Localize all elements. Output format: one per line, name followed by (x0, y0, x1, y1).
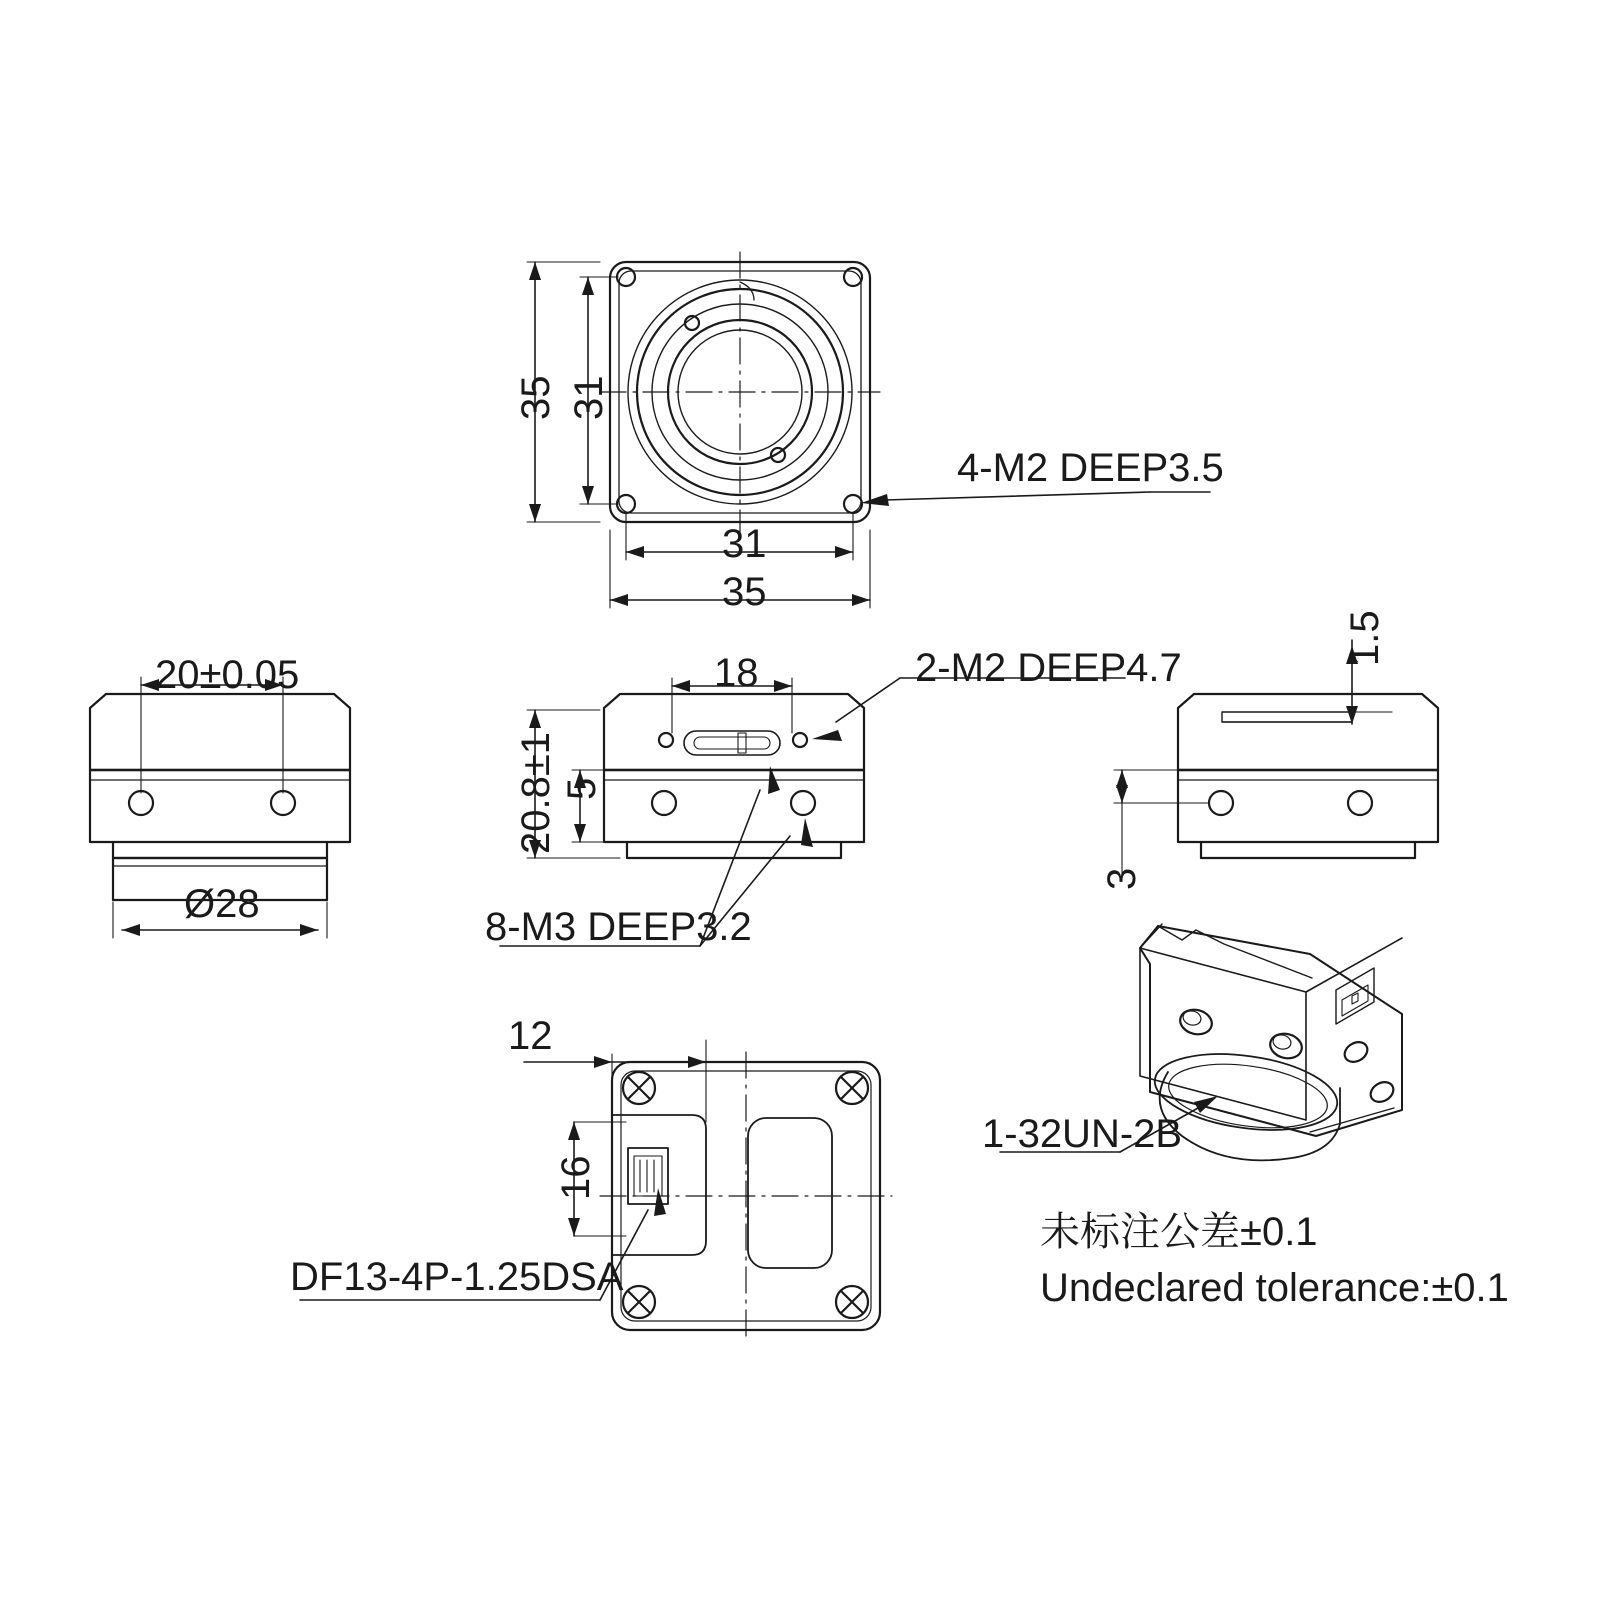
front-view-dimensions (527, 262, 1210, 608)
left-side-view-body (90, 694, 350, 900)
front-hole-pitch-h-31-label: 31 (722, 522, 767, 566)
mid-callout-2-m2-deep4-7: 2-M2 DEEP4.7 (915, 646, 1182, 690)
front-hole-pitch-v-31-label: 31 (567, 375, 611, 420)
rear-height-16-label: 16 (554, 1155, 598, 1200)
rear-view-body (600, 1052, 892, 1340)
mid-callout-8-m3-deep3-2: 8-M3 DEEP3.2 (485, 905, 752, 949)
right-top-1-5-label: 1.5 (1343, 610, 1387, 666)
front-width-35-label: 35 (722, 570, 767, 614)
right-offset-3-label: 3 (1100, 867, 1144, 890)
mid-top-18-label: 18 (714, 651, 759, 695)
rear-callout-df13-connector: DF13-4P-1.25DSA (290, 1255, 624, 1299)
left-pitch-20-label: 20±0.05 (155, 653, 300, 697)
mid-height-20-8-label: 20.8±1 (514, 731, 558, 854)
front-height-35-label: 35 (514, 375, 558, 420)
rear-offset-12-label: 12 (508, 1014, 553, 1058)
front-callout-4-m2-deep3-5: 4-M2 DEEP3.5 (957, 446, 1224, 490)
iso-callout-1-32un-2b: 1-32UN-2B (982, 1112, 1183, 1156)
front-view-body (600, 252, 880, 532)
right-side-view-body (1178, 694, 1438, 858)
mid-height-5-label: 5 (560, 777, 604, 800)
note-tolerance-cn: 未标注公差±0.1 (1040, 1210, 1318, 1254)
left-diameter-28-label: Ø28 (184, 882, 260, 926)
note-tolerance-en: Undeclared tolerance:±0.1 (1040, 1266, 1509, 1310)
middle-side-view-body (604, 694, 864, 858)
